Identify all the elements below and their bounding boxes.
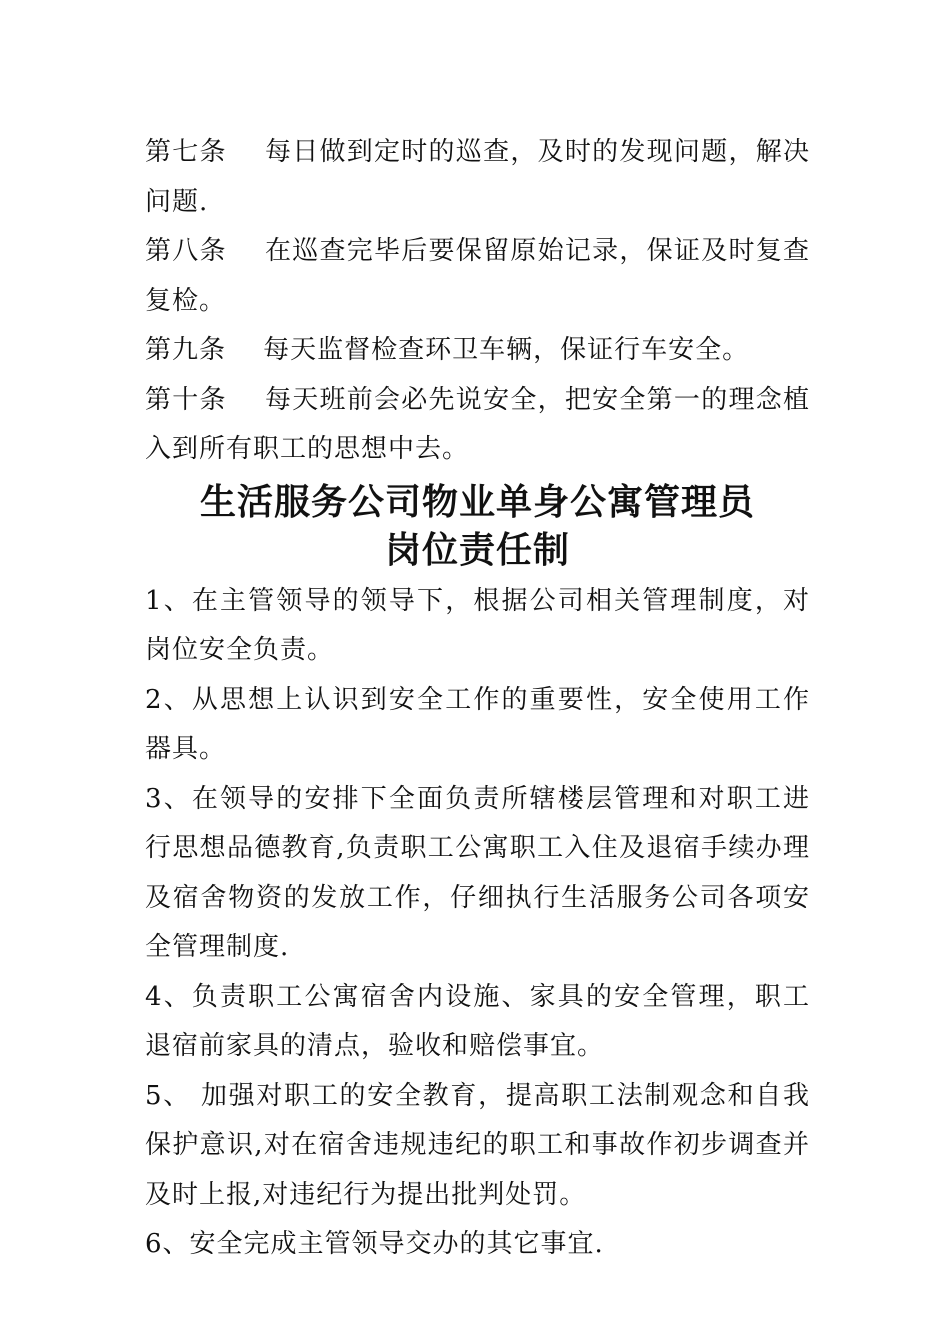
article-label: 第七条 — [145, 137, 227, 167]
duty-item-3: 3、在领导的安排下全面负责所辖楼层管理和对职工进行思想品德教育,负责职工公寓职工入住及退宿手续办理及宿舍物资的发放工作，仔细执行生活服务公司各项安全管理制度. — [145, 783, 810, 962]
article-8 — [145, 227, 810, 326]
article-7 — [145, 128, 810, 227]
article-text: 在巡查完毕后要保留原始记录，保证及时复查复检。 — [145, 236, 810, 316]
duty-item-1: 1、在主管领导的领导下，根据公司相关管理制度，对岗位安全负责。 — [145, 585, 810, 665]
duty-item-6: 6、安全完成主管领导交办的其它事宜. — [145, 1229, 604, 1259]
section-title-line-2: 岗位责任制 — [384, 529, 570, 571]
duty-item-5: 5、 加强对职工的安全教育，提高职工法制观念和自我保护意识,对在宿舍违规违纪的职工和事故作初步调查并及时上报,对违纪行为提出批判处罚。 — [145, 1080, 810, 1210]
article-label: 第十条 — [145, 384, 227, 415]
article-text: 每日做到定时的巡查，及时的发现问题，解决问题. — [145, 137, 810, 217]
article-9 — [145, 326, 810, 376]
article-label: 第九条 — [145, 335, 227, 365]
document-body — [145, 128, 810, 1270]
article-label: 第八条 — [145, 236, 227, 266]
article-text: 每天监督检查环卫车辆，保证行车安全。 — [263, 335, 750, 365]
section-title-line-1: 生活服务公司物业单身公寓管理员 — [199, 481, 755, 523]
article-text: 每天班前会必先说安全，把安全第一的理念植入到所有职工的思想中去。 — [145, 384, 810, 464]
duty-item-4: 4、负责职工公寓宿舍内设施、家具的安全管理，职工退宿前家具的清点，验收和赔偿事宜。 — [145, 981, 810, 1061]
duty-item-2: 2、从思想上认识到安全工作的重要性，安全使用工作器具。 — [145, 684, 810, 764]
article-10 — [145, 376, 810, 475]
